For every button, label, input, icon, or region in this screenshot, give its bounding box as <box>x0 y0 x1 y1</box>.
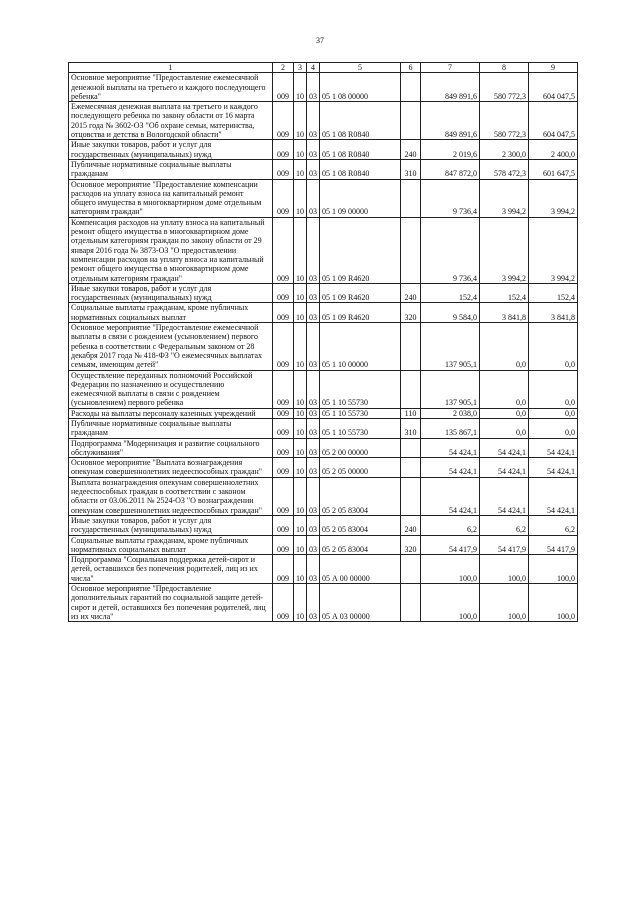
subsection-code-cell: 03 <box>307 477 320 515</box>
row-name-cell: Выплата вознаграждения опекунам совершеннолетних недееспособных граждан в соответствии с законом области от 03.06.2011 № 2524-ОЗ "О вознаграждении опекунам совершеннолетних недееспособных граждан" <box>69 477 273 515</box>
amount-year1-cell: 137 905,1 <box>421 370 480 408</box>
amount-year1-cell: 849 891,6 <box>421 73 480 102</box>
amount-year1-cell: 100,0 <box>421 584 480 622</box>
table-row <box>69 535 578 555</box>
row-name-cell: Ежемесячная денежная выплата на третьего и каждого последующего ребенка по закону области от 16 марта 2015 года № 3602-ОЗ "Об охране семьи, материнства, отцовства и детства в Вологодской области" <box>69 102 273 140</box>
target-article-cell: 05 1 09 R4620 <box>320 283 401 303</box>
subsection-code-cell: 03 <box>307 303 320 323</box>
section-code-cell: 10 <box>294 515 307 535</box>
section-code-cell: 10 <box>294 73 307 102</box>
section-code-cell: 10 <box>294 283 307 303</box>
table-row <box>69 584 578 622</box>
amount-year3-cell: 3 841,8 <box>529 303 578 323</box>
subsection-code-cell: 03 <box>307 283 320 303</box>
subsection-code-cell: 03 <box>307 217 320 283</box>
table-row <box>69 408 578 418</box>
amount-year3-cell: 601 647,5 <box>529 159 578 179</box>
amount-year1-cell: 2 019,6 <box>421 140 480 160</box>
column-header: 4 <box>307 63 320 73</box>
section-code-cell: 10 <box>294 418 307 438</box>
amount-year3-cell: 54 424,1 <box>529 438 578 458</box>
amount-year3-cell: 0,0 <box>529 323 578 370</box>
amount-year3-cell: 54 424,1 <box>529 458 578 478</box>
target-article-cell: 05 2 00 00000 <box>320 438 401 458</box>
table-row <box>69 140 578 160</box>
ved-code-cell: 009 <box>273 217 294 283</box>
section-code-cell: 10 <box>294 140 307 160</box>
row-name-cell: Подпрограмма "Социальная поддержка детей-сирот и детей, оставшихся без попечения родителей, лиц из их числа" <box>69 555 273 584</box>
subsection-code-cell: 03 <box>307 179 320 217</box>
amount-year1-cell: 100,0 <box>421 555 480 584</box>
section-code-cell: 10 <box>294 584 307 622</box>
target-article-cell: 05 1 10 55730 <box>320 418 401 438</box>
row-name-cell: Социальные выплаты гражданам, кроме публичных нормативных социальных выплат <box>69 535 273 555</box>
target-article-cell: 05 1 09 R4620 <box>320 303 401 323</box>
amount-year2-cell: 3 994,2 <box>480 179 529 217</box>
ved-code-cell: 009 <box>273 303 294 323</box>
section-code-cell: 10 <box>294 303 307 323</box>
amount-year2-cell: 54 424,1 <box>480 438 529 458</box>
amount-year1-cell: 152,4 <box>421 283 480 303</box>
amount-year2-cell: 100,0 <box>480 584 529 622</box>
expense-type-cell: 320 <box>401 303 421 323</box>
section-code-cell: 10 <box>294 458 307 478</box>
row-name-cell: Основное мероприятие "Предоставление дополнительных гарантий по социальной защите детей-сирот и детей, оставшихся без попечения родителей, лиц из их числа" <box>69 584 273 622</box>
section-code-cell: 10 <box>294 535 307 555</box>
expense-type-cell: 110 <box>401 408 421 418</box>
subsection-code-cell: 03 <box>307 515 320 535</box>
table-row <box>69 555 578 584</box>
table-row <box>69 159 578 179</box>
subsection-code-cell: 03 <box>307 418 320 438</box>
table-row <box>69 418 578 438</box>
column-header-row <box>69 63 578 73</box>
table-row <box>69 179 578 217</box>
amount-year1-cell: 2 038,0 <box>421 408 480 418</box>
amount-year1-cell: 9 584,0 <box>421 303 480 323</box>
row-name-cell: Основное мероприятие "Предоставление ежемесячной выплаты в связи с рождением (усыновлением) первого ребенка в соответствии с Федеральным законом от 28 декабря 2017 года № 418-ФЗ "О ежемесячных выплатах семьям, имеющим детей" <box>69 323 273 370</box>
amount-year2-cell: 580 772,3 <box>480 102 529 140</box>
amount-year2-cell: 100,0 <box>480 555 529 584</box>
ved-code-cell: 009 <box>273 584 294 622</box>
section-code-cell: 10 <box>294 217 307 283</box>
amount-year2-cell: 2 300,0 <box>480 140 529 160</box>
section-code-cell: 10 <box>294 370 307 408</box>
subsection-code-cell: 03 <box>307 584 320 622</box>
amount-year1-cell: 849 891,6 <box>421 102 480 140</box>
table-body <box>69 73 578 622</box>
ved-code-cell: 009 <box>273 535 294 555</box>
table-row <box>69 458 578 478</box>
ved-code-cell: 009 <box>273 159 294 179</box>
expense-type-cell <box>401 458 421 478</box>
column-header: 5 <box>320 63 401 73</box>
table-row <box>69 515 578 535</box>
expense-type-cell <box>401 370 421 408</box>
expense-type-cell: 310 <box>401 159 421 179</box>
amount-year2-cell: 3 841,8 <box>480 303 529 323</box>
amount-year3-cell: 100,0 <box>529 584 578 622</box>
expense-type-cell <box>401 179 421 217</box>
ved-code-cell: 009 <box>273 408 294 418</box>
table-row <box>69 370 578 408</box>
amount-year1-cell: 137 905,1 <box>421 323 480 370</box>
amount-year3-cell: 100,0 <box>529 555 578 584</box>
table-row <box>69 283 578 303</box>
target-article-cell: 05 1 09 00000 <box>320 179 401 217</box>
expense-type-cell: 240 <box>401 515 421 535</box>
column-header: 2 <box>273 63 294 73</box>
table-row <box>69 303 578 323</box>
amount-year1-cell: 847 872,0 <box>421 159 480 179</box>
expense-type-cell: 310 <box>401 418 421 438</box>
target-article-cell: 05 2 05 83004 <box>320 535 401 555</box>
amount-year1-cell: 54 424,1 <box>421 438 480 458</box>
amount-year2-cell: 3 994,2 <box>480 217 529 283</box>
row-name-cell: Основное мероприятие "Предоставление ежемесячной денежной выплаты на третьего и каждого последующего ребенка" <box>69 73 273 102</box>
ved-code-cell: 009 <box>273 140 294 160</box>
amount-year1-cell: 54 424,1 <box>421 477 480 515</box>
amount-year3-cell: 2 400,0 <box>529 140 578 160</box>
amount-year1-cell: 135 867,1 <box>421 418 480 438</box>
target-article-cell: 05 1 08 R0840 <box>320 102 401 140</box>
table-row <box>69 323 578 370</box>
row-name-cell: Основное мероприятие "Выплата вознаграждения опекунам совершеннолетних недееспособных граждан" <box>69 458 273 478</box>
target-article-cell: 05 1 09 R4620 <box>320 217 401 283</box>
row-name-cell: Иные закупки товаров, работ и услуг для государственных (муниципальных) нужд <box>69 515 273 535</box>
row-name-cell: Иные закупки товаров, работ и услуг для государственных (муниципальных) нужд <box>69 283 273 303</box>
amount-year2-cell: 0,0 <box>480 418 529 438</box>
column-header: 3 <box>294 63 307 73</box>
expense-type-cell <box>401 555 421 584</box>
row-name-cell: Компенсация расходов на уплату взноса на капитальный ремонт общего имущества в многоквартирном доме отдельным категориям граждан по закону области от 29 января 2016 года № 3873-ОЗ "О предоставлении компенсации расходов на уплату взноса на капитальный ремонт общего имущества в многоквартирном доме отдельным категориям граждан" <box>69 217 273 283</box>
expense-type-cell: 320 <box>401 535 421 555</box>
amount-year2-cell: 578 472,3 <box>480 159 529 179</box>
row-name-cell: Публичные нормативные социальные выплаты гражданам <box>69 418 273 438</box>
section-code-cell: 10 <box>294 323 307 370</box>
ved-code-cell: 009 <box>273 179 294 217</box>
subsection-code-cell: 03 <box>307 408 320 418</box>
amount-year3-cell: 0,0 <box>529 370 578 408</box>
section-code-cell: 10 <box>294 102 307 140</box>
section-code-cell: 10 <box>294 408 307 418</box>
subsection-code-cell: 03 <box>307 535 320 555</box>
expense-type-cell <box>401 323 421 370</box>
expense-type-cell <box>401 217 421 283</box>
expense-type-cell <box>401 584 421 622</box>
amount-year2-cell: 0,0 <box>480 370 529 408</box>
row-name-cell: Социальные выплаты гражданам, кроме публичных нормативных социальных выплат <box>69 303 273 323</box>
table-row <box>69 217 578 283</box>
expense-type-cell: 240 <box>401 283 421 303</box>
ved-code-cell: 009 <box>273 323 294 370</box>
amount-year2-cell: 580 772,3 <box>480 73 529 102</box>
amount-year3-cell: 54 424,1 <box>529 477 578 515</box>
section-code-cell: 10 <box>294 179 307 217</box>
expense-type-cell <box>401 73 421 102</box>
target-article-cell: 05 2 05 83004 <box>320 515 401 535</box>
target-article-cell: 05 1 08 00000 <box>320 73 401 102</box>
amount-year2-cell: 152,4 <box>480 283 529 303</box>
amount-year1-cell: 54 417,9 <box>421 535 480 555</box>
amount-year3-cell: 6,2 <box>529 515 578 535</box>
subsection-code-cell: 03 <box>307 102 320 140</box>
expense-type-cell: 240 <box>401 140 421 160</box>
column-header: 1 <box>69 63 273 73</box>
expense-type-cell <box>401 477 421 515</box>
target-article-cell: 05 2 05 83004 <box>320 477 401 515</box>
subsection-code-cell: 03 <box>307 159 320 179</box>
amount-year2-cell: 0,0 <box>480 408 529 418</box>
row-name-cell: Осуществление переданных полномочий Российской Федерации по назначению и осуществлению ежемесячной выплаты в связи с рождением (усыновлением) первого ребенка <box>69 370 273 408</box>
amount-year1-cell: 9 736,4 <box>421 217 480 283</box>
column-header: 6 <box>401 63 421 73</box>
row-name-cell: Публичные нормативные социальные выплаты гражданам <box>69 159 273 179</box>
amount-year2-cell: 0,0 <box>480 323 529 370</box>
row-name-cell: Подпрограмма "Модернизация и развитие социального обслуживания" <box>69 438 273 458</box>
amount-year3-cell: 0,0 <box>529 408 578 418</box>
amount-year2-cell: 54 424,1 <box>480 477 529 515</box>
ved-code-cell: 009 <box>273 515 294 535</box>
ved-code-cell: 009 <box>273 555 294 584</box>
table-row <box>69 73 578 102</box>
ved-code-cell: 009 <box>273 370 294 408</box>
expense-type-cell <box>401 102 421 140</box>
subsection-code-cell: 03 <box>307 73 320 102</box>
row-name-cell: Расходы на выплаты персоналу казенных учреждений <box>69 408 273 418</box>
subsection-code-cell: 03 <box>307 370 320 408</box>
row-name-cell: Иные закупки товаров, работ и услуг для государственных (муниципальных) нужд <box>69 140 273 160</box>
amount-year1-cell: 6,2 <box>421 515 480 535</box>
subsection-code-cell: 03 <box>307 140 320 160</box>
target-article-cell: 05 А 03 00000 <box>320 584 401 622</box>
amount-year3-cell: 3 994,2 <box>529 217 578 283</box>
target-article-cell: 05 2 05 00000 <box>320 458 401 478</box>
ved-code-cell: 009 <box>273 477 294 515</box>
amount-year1-cell: 54 424,1 <box>421 458 480 478</box>
amount-year3-cell: 3 994,2 <box>529 179 578 217</box>
target-article-cell: 05 1 10 55730 <box>320 408 401 418</box>
column-header: 9 <box>529 63 578 73</box>
table-row <box>69 438 578 458</box>
ved-code-cell: 009 <box>273 418 294 438</box>
amount-year2-cell: 54 424,1 <box>480 458 529 478</box>
table-row <box>69 102 578 140</box>
section-code-cell: 10 <box>294 159 307 179</box>
ved-code-cell: 009 <box>273 458 294 478</box>
ved-code-cell: 009 <box>273 73 294 102</box>
amount-year3-cell: 152,4 <box>529 283 578 303</box>
amount-year2-cell: 6,2 <box>480 515 529 535</box>
column-header: 8 <box>480 63 529 73</box>
amount-year2-cell: 54 417,9 <box>480 535 529 555</box>
target-article-cell: 05 1 10 00000 <box>320 323 401 370</box>
ved-code-cell: 009 <box>273 102 294 140</box>
target-article-cell: 05 1 08 R0840 <box>320 159 401 179</box>
section-code-cell: 10 <box>294 477 307 515</box>
target-article-cell: 05 А 00 00000 <box>320 555 401 584</box>
section-code-cell: 10 <box>294 555 307 584</box>
amount-year3-cell: 604 047,5 <box>529 102 578 140</box>
subsection-code-cell: 03 <box>307 438 320 458</box>
ved-code-cell: 009 <box>273 438 294 458</box>
subsection-code-cell: 03 <box>307 323 320 370</box>
table-row <box>69 477 578 515</box>
section-code-cell: 10 <box>294 438 307 458</box>
target-article-cell: 05 1 10 55730 <box>320 370 401 408</box>
subsection-code-cell: 03 <box>307 555 320 584</box>
amount-year3-cell: 54 417,9 <box>529 535 578 555</box>
target-article-cell: 05 1 08 R0840 <box>320 140 401 160</box>
subsection-code-cell: 03 <box>307 458 320 478</box>
row-name-cell: Основное мероприятие "Предоставление компенсации расходов на уплату взноса на капитальный ремонт общего имущества в многоквартирном доме отдельным категориям граждан" <box>69 179 273 217</box>
column-header: 7 <box>421 63 480 73</box>
budget-table <box>68 62 578 622</box>
amount-year3-cell: 604 047,5 <box>529 73 578 102</box>
expense-type-cell <box>401 438 421 458</box>
ved-code-cell: 009 <box>273 283 294 303</box>
page-number: 37 <box>316 36 324 45</box>
amount-year3-cell: 0,0 <box>529 418 578 438</box>
amount-year1-cell: 9 736,4 <box>421 179 480 217</box>
